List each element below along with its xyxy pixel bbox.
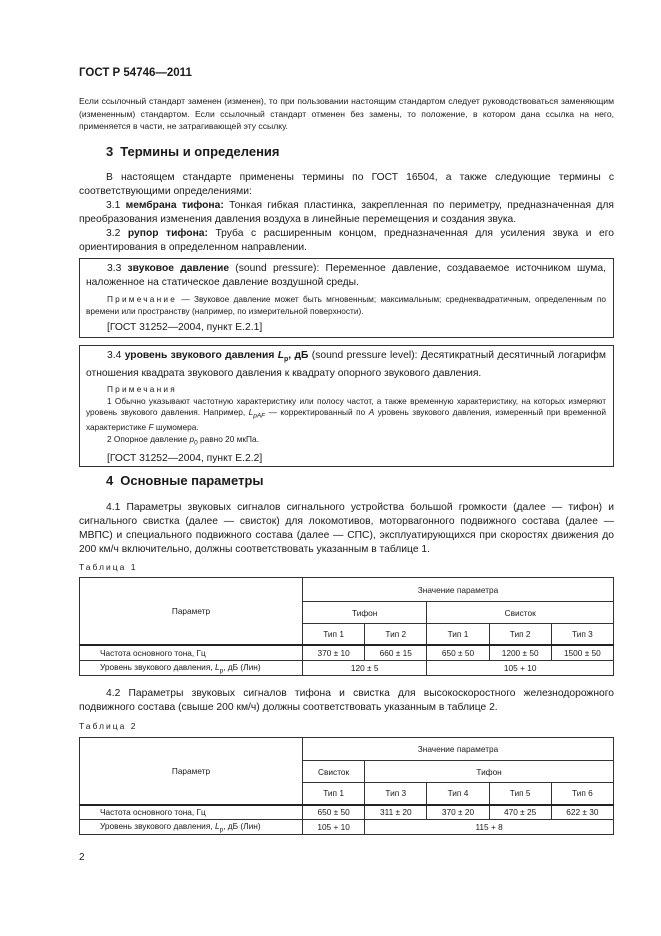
table-1-caption: Таблица 1 xyxy=(79,562,138,572)
paragraph-4-2: 4.2 Параметры звуковых сигналов тифона и свистка для высокоскоростного железнодорожного подвижного состава (свыше 200 км/ч) должны соответствовать указанным в таблице 2. xyxy=(79,688,614,713)
note-1-characteristic-f: F xyxy=(148,422,154,433)
note-1-text-c: уровень звукового давления, измеренный при временной характеристике xyxy=(86,407,607,433)
term-3-4-symbol-sub: p xyxy=(283,356,289,364)
row-label-unit: , дБ (Лин) xyxy=(223,820,261,831)
table-2-type: Тип 4 xyxy=(427,783,489,805)
note-2-text-a: 2 Опорное давление xyxy=(107,433,188,444)
row-label-symbol: L xyxy=(214,661,220,672)
term-3-3-note xyxy=(86,294,606,317)
term-3-4-name xyxy=(124,350,309,364)
term-3-4-name-text: уровень звукового давления xyxy=(124,350,275,361)
table-1-type: Тип 2 xyxy=(365,624,427,645)
term-3-3-name: звуковое давление xyxy=(127,263,230,274)
term-3-3-note-label: Примечание xyxy=(107,294,178,304)
term-3-4-definition: (sound pressure level): Десятикратный десятичный логарифм отношения квадрата звукового давления к квадрату опорного звукового давления. xyxy=(86,350,606,380)
table-2-row-label xyxy=(80,820,303,835)
table-1-type: Тип 2 xyxy=(489,624,551,645)
table-2-cell: 470 ± 25 xyxy=(489,805,551,820)
term-3-4-note-1 xyxy=(86,396,606,434)
term-3-3-number: 3.3 xyxy=(107,263,122,274)
table-2-row xyxy=(80,820,614,835)
table-1-group-typhon: Тифон xyxy=(303,602,427,624)
term-3-3 xyxy=(86,262,606,290)
term-3-4-symbol: L xyxy=(277,350,284,361)
table-1-cell: 660 ± 15 xyxy=(365,645,427,661)
table-1-cell: 120 ± 5 xyxy=(303,661,427,676)
table-1-type: Тип 3 xyxy=(551,624,613,645)
term-3-1-definition: Тонкая гибкая пластинка, закрепленная по периметру, предназначенная для преобразования изменения давления воздуха в линейные перемещения и создания звука. xyxy=(79,200,614,225)
table-2-cell: 311 ± 20 xyxy=(365,805,427,820)
table-2-cell: 650 ± 50 xyxy=(303,805,365,820)
term-3-4-unit: , дБ xyxy=(288,350,309,361)
term-3-1 xyxy=(79,199,614,227)
document-header: ГОСТ Р 54746—2011 xyxy=(79,67,192,79)
row-label-text: Уровень звукового давления, xyxy=(100,820,213,831)
table-1-group-whistle: Свисток xyxy=(427,602,614,624)
section-3-title: Термины и определения xyxy=(120,144,280,159)
term-3-1-name: мембрана тифона: xyxy=(125,200,224,211)
term-3-4-notes-label: Примечания xyxy=(107,384,177,395)
table-2-group-whistle: Свисток xyxy=(303,761,365,783)
table-1-row xyxy=(80,661,614,676)
row-label-symbol: L xyxy=(214,820,220,831)
table-2-value-header: Значение параметра xyxy=(303,738,614,761)
table-2-type: Тип 1 xyxy=(303,783,365,805)
section-4-title: Основные параметры xyxy=(120,473,264,488)
note-1-weighting-a: A xyxy=(368,407,375,418)
table-2-cell: 370 ± 20 xyxy=(427,805,489,820)
term-3-4-reference: [ГОСТ 31252—2004, пункт Е.2.2] xyxy=(107,452,263,464)
term-3-2-number: 3.2 xyxy=(106,228,121,239)
table-1-cell: 370 ± 10 xyxy=(303,645,365,661)
term-3-3-box xyxy=(79,258,614,338)
term-3-2 xyxy=(79,227,614,255)
note-2-symbol: p xyxy=(189,433,195,444)
table-2-group-typhon: Тифон xyxy=(365,761,614,783)
term-3-2-definition: Труба с расширенным концом, предназначенная для усиления звука и его ориентирования в определенном направлении. xyxy=(79,228,614,253)
row-label-symbol-sub: p xyxy=(219,667,224,675)
table-1-type: Тип 1 xyxy=(427,624,489,645)
term-3-3-note-text: — Звуковое давление может быть мгновенным; максимальным; среднеквадратичным, определенным по времени или пространству (например, по измерительной поверхности). xyxy=(86,294,606,316)
section-3-number: 3 xyxy=(106,144,114,159)
note-1-symbol: L xyxy=(248,407,254,418)
table-2-param-header: Параметр xyxy=(80,738,303,805)
note-2-text-b: равно 20 мкПа. xyxy=(200,433,259,444)
table-2-type: Тип 3 xyxy=(365,783,427,805)
table-1-type: Тип 1 xyxy=(303,624,365,645)
note-1-text-d: шумомера. xyxy=(155,422,199,433)
table-2-row-label: Частота основного тона, Гц xyxy=(80,805,303,820)
table-2-type: Тип 6 xyxy=(551,783,613,805)
table-2-cell: 115 + 8 xyxy=(365,820,614,835)
note-2-symbol-sub: 0 xyxy=(194,439,198,447)
table-1-cell: 105 + 10 xyxy=(427,661,614,676)
table-1 xyxy=(79,577,614,676)
table-1-cell: 650 ± 50 xyxy=(427,645,489,661)
page-number: 2 xyxy=(79,852,85,863)
section-3-heading xyxy=(106,144,280,159)
term-3-3-reference: [ГОСТ 31252—2004, пункт Е.2.1] xyxy=(107,322,263,333)
row-label-unit: , дБ (Лин) xyxy=(223,661,261,672)
section-4-number: 4 xyxy=(106,473,114,488)
term-3-4 xyxy=(86,349,606,381)
term-3-4-number: 3.4 xyxy=(107,350,122,361)
term-3-1-number: 3.1 xyxy=(106,200,121,211)
table-1-param-header: Параметр xyxy=(80,578,303,645)
table-2-cell: 622 ± 30 xyxy=(551,805,613,820)
row-label-text: Уровень звукового давления, xyxy=(100,661,213,672)
table-2-cell: 105 + 10 xyxy=(303,820,365,835)
row-label-symbol-sub: p xyxy=(219,826,224,834)
intro-note: Если ссылочный стандарт заменен (изменен), то при пользовании настоящим стандартом следует руководствоваться заменяющим (измененным) стандартом. Если ссылочный стандарт отменен без замены, то положение, в котором дана ссылка на него, применяется в части, не затрагивающей эту ссылку. xyxy=(79,96,614,131)
term-3-4-note-2 xyxy=(86,434,606,449)
table-1-value-header: Значение параметра xyxy=(303,578,614,602)
table-1-row-label xyxy=(80,661,303,676)
table-1-cell: 1500 ± 50 xyxy=(551,645,613,661)
term-3-4-box xyxy=(79,345,614,467)
section-3-intro: В настоящем стандарте применены термины по ГОСТ 16504, а также следующие термины с соответствующими определениями: xyxy=(79,172,614,197)
table-2 xyxy=(79,737,614,835)
table-2-type: Тип 5 xyxy=(489,783,551,805)
section-3-body xyxy=(79,171,614,255)
note-1-symbol-sub: pAF xyxy=(253,412,266,420)
note-1-text-b: — корректированный по xyxy=(268,407,366,418)
table-2-caption: Таблица 2 xyxy=(79,721,138,731)
term-3-3-definition: (sound pressure): Переменное давление, создаваемое источником шума, наложенное на статическое давление воздушной среды. xyxy=(86,263,606,288)
table-1-row xyxy=(80,645,614,661)
table-2-row xyxy=(80,805,614,820)
table-1-cell: 1200 ± 50 xyxy=(489,645,551,661)
paragraph-4-1: 4.1 Параметры звуковых сигналов сигнального устройства большой громкости (далее — тифон) и сигнального свистка (далее — свисток) для локомотивов, моторвагонного подвижного состава (далее — МВПС) и специального подвижного состава (далее — СПС), эксплуатирующихся при скоростях движения до 200 км/ч включительно, должны соответствовать указанным в таблице 1. xyxy=(79,502,614,555)
term-3-2-name: рупор тифона: xyxy=(127,228,208,239)
table-1-row-label: Частота основного тона, Гц xyxy=(80,645,303,661)
note-1-text-a: 1 Обычно указывают частотную характеристику или полосу частот, а также временную характеристику, на которых измеряют уровень звукового давления. Например, xyxy=(86,395,606,418)
section-4-heading xyxy=(106,473,264,488)
